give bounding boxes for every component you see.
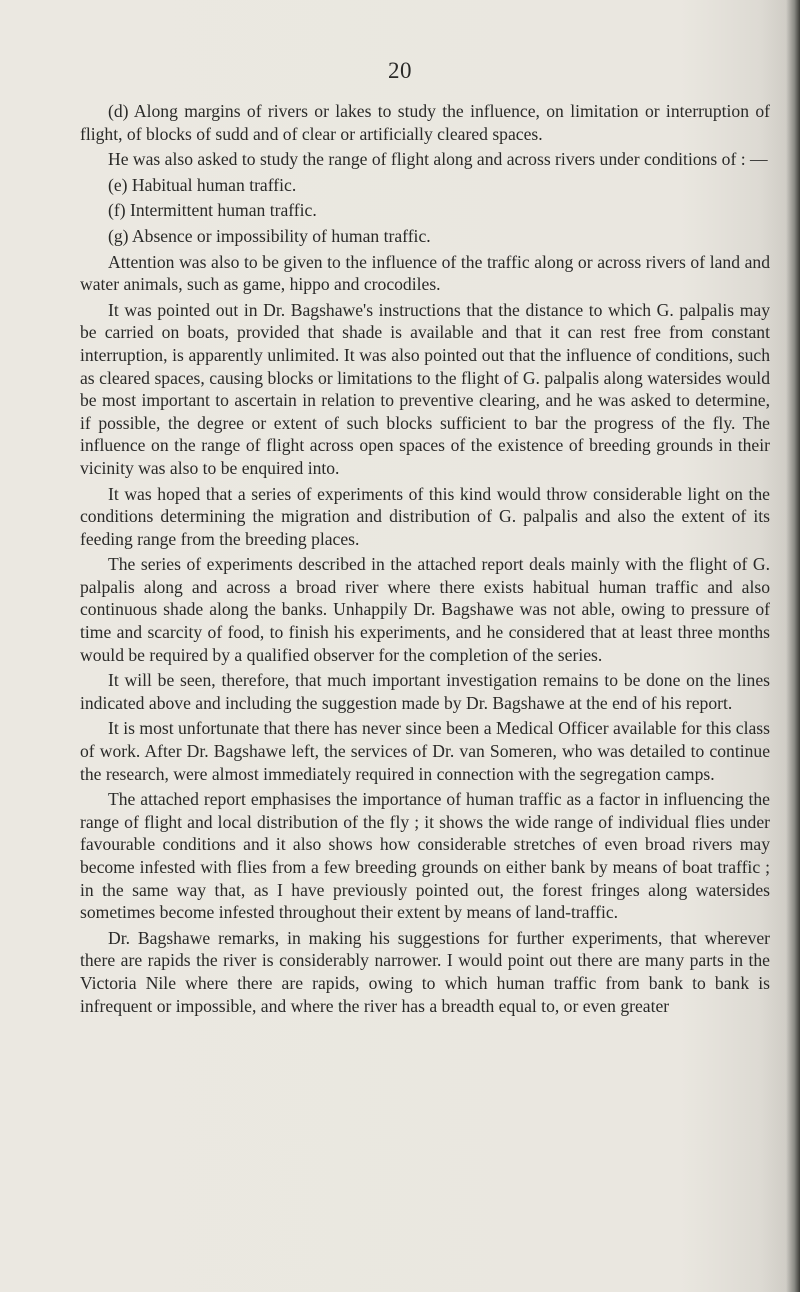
paragraph-hoped: It was hoped that a series of experiments of this kind would throw considerable light on the conditions determining the migration and distribution of G. palpalis and also the extent of its feeding range from the breeding places. — [80, 483, 770, 549]
page-edge-shadow — [786, 0, 800, 1292]
paragraph-remarks: Dr. Bagshawe remarks, in making his suggestions for further experiments, that wherever there are rapids the river is considerably narrower. I would point out there are many parts in the Victoria Nile where there are rapids, owing to which human traffic from bank to bank is infrequent or impossible, and where the river has a breadth equal to, or even greater — [80, 927, 770, 1016]
condition-item-g: (g) Absence or impossibility of human traffic. — [108, 225, 431, 246]
page-number: 20 — [388, 58, 412, 83]
body-text — [80, 100, 770, 1020]
paragraph-seen: It will be seen, therefore, that much important investigation remains to be done on the lines indicated above and including the suggestion made by Dr. Bagshawe at the end of his report. — [80, 670, 770, 713]
paragraph-unfortunate: It is most unfortunate that there has never since been a Medical Officer available for this class of work. After Dr. Bagshawe left, the services of Dr. van Someren, who was detailed to continue the research, were almost immediately required in connection with the segregation camps. — [80, 718, 770, 784]
paragraph-attention: Attention was also to be given to the influence of the traffic along or across rivers of land and water animals, such as game, hippo and crocodiles. — [80, 251, 770, 295]
paragraph-series: The series of experiments described in the attached report deals mainly with the flight of G. palpalis along and across a broad river where there exists habitual human traffic and also continuous shade along the banks. Unhappily Dr. Bagshawe was not able, owing to pressure of time and scarcity of food, to finish his experiments, and he considered that at least three months would be required by a qualified observer for the completion of the series. — [80, 554, 770, 665]
paragraph-asked: He was also asked to study the range of flight along and across rivers under conditions of : — — [108, 149, 768, 170]
paragraph-pointed-out: It was pointed out in Dr. Bagshawe's instructions that the distance to which G. palpalis may be carried on boats, provided that shade is available and that it can rest free from constant interruption, is apparently unlimited. It was also pointed out that the influence of conditions, such as cleared spaces, causing blocks or limitations to the flight of G. palpalis along watersides would be most important to ascertain in relation to preventive clearing, and he was asked to determine, if possible, the degree or extent of such blocks sufficient to bar the progress of the fly. The influence on the range of flight across open spaces of the existence of breeding grounds in their vicinity was also to be enquired into. — [80, 299, 770, 478]
condition-item-f: (f) Intermittent human traffic. — [108, 200, 317, 221]
paragraph-emphasises: The attached report emphasises the importance of human traffic as a factor in influencing the range of flight and local distribution of the fly ; it shows the wide range of individual flies under favourable conditions and it also shows how considerable stretches of even broad rivers may become infested with flies from a few breeding grounds on either bank by means of boat traffic ; in the same way that, as I have previously pointed out, the forest fringes along watersides sometimes become infested throughout their extent by means of land-traffic. — [80, 789, 770, 923]
paragraph-item-d: (d) Along margins of rivers or lakes to study the influence, on limitation or interruption of flight, of blocks of sudd and of clear or artificially cleared spaces. — [80, 101, 770, 144]
condition-item-e: (e) Habitual human traffic. — [108, 174, 297, 195]
